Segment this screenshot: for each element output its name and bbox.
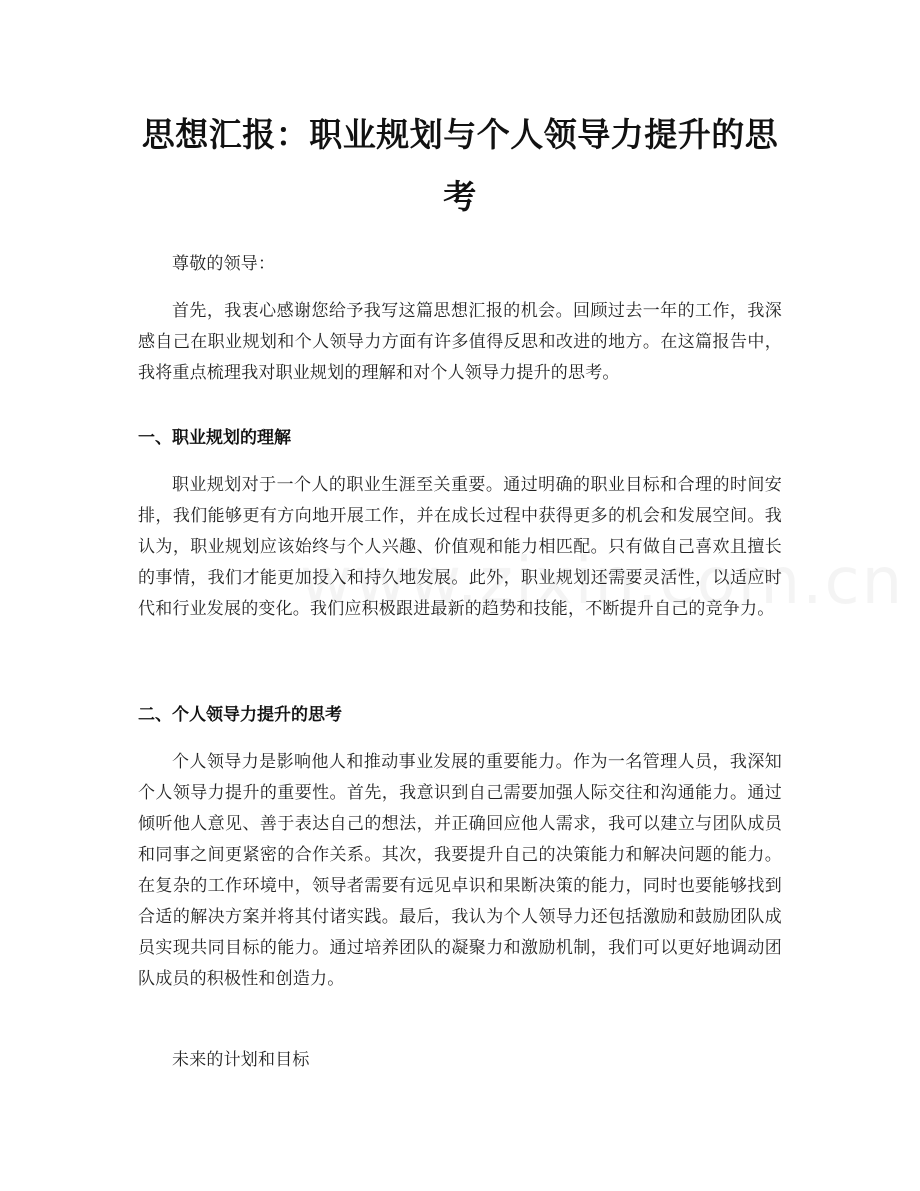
intro-paragraph: 首先，我衷心感谢您给予我写这篇思想汇报的机会。回顾过去一年的工作，我深感自己在职业规划和个人领导力方面有许多值得反思和改进的地方。在这篇报告中，我将重点梳理我对职业规划的理解和对个人领导力提升的思考。 (138, 301, 782, 383)
leadership-paragraph: 个人领导力是影响他人和推动事业发展的重要能力。作为一名管理人员，我深知个人领导力提升的重要性。首先，我意识到自己需要加强人际交往和沟通能力。通过倾听他人意见、善于表达自己的想法，并正确回应他人需求，我可以建立与团队成员和同事之间更紧密的合作关系。其次，我要提升自己的决策能力和解决问题的能力。在复杂的工作环境中，领导者需要有远见卓识和果断决策的能力，同时也要能够找到合适的解决方案并将其付诸实践。最后，我认为个人领导力还包括激励和鼓励团队成员实现共同目标的能力。通过培养团队的凝聚力和激励机制，我们可以更好地调动团队成员的积极性和创造力。 (138, 752, 782, 989)
document-title: 思想汇报：职业规划与个人领导力提升的思考 (141, 115, 779, 216)
greeting: 尊敬的领导： (172, 254, 276, 274)
section-heading-leadership: 二、个人领导力提升的思考 (138, 705, 342, 725)
section-heading-career-planning: 一、职业规划的理解 (138, 428, 291, 448)
future-plans-line: 未来的计划和目标 (172, 1050, 310, 1070)
career-planning-paragraph: 职业规划对于一个人的职业生涯至关重要。通过明确的职业目标和合理的时间安排，我们能够更有方向地开展工作，并在成长过程中获得更多的机会和发展空间。我认为，职业规划应该始终与个人兴趣、价值观和能力相匹配。只有做自己喜欢且擅长的事情，我们才能更加投入和持久地发展。此外，职业规划还需要灵活性，以适应时代和行业发展的变化。我们应积极跟进最新的趋势和技能，不断提升自己的竞争力。 (138, 475, 782, 619)
